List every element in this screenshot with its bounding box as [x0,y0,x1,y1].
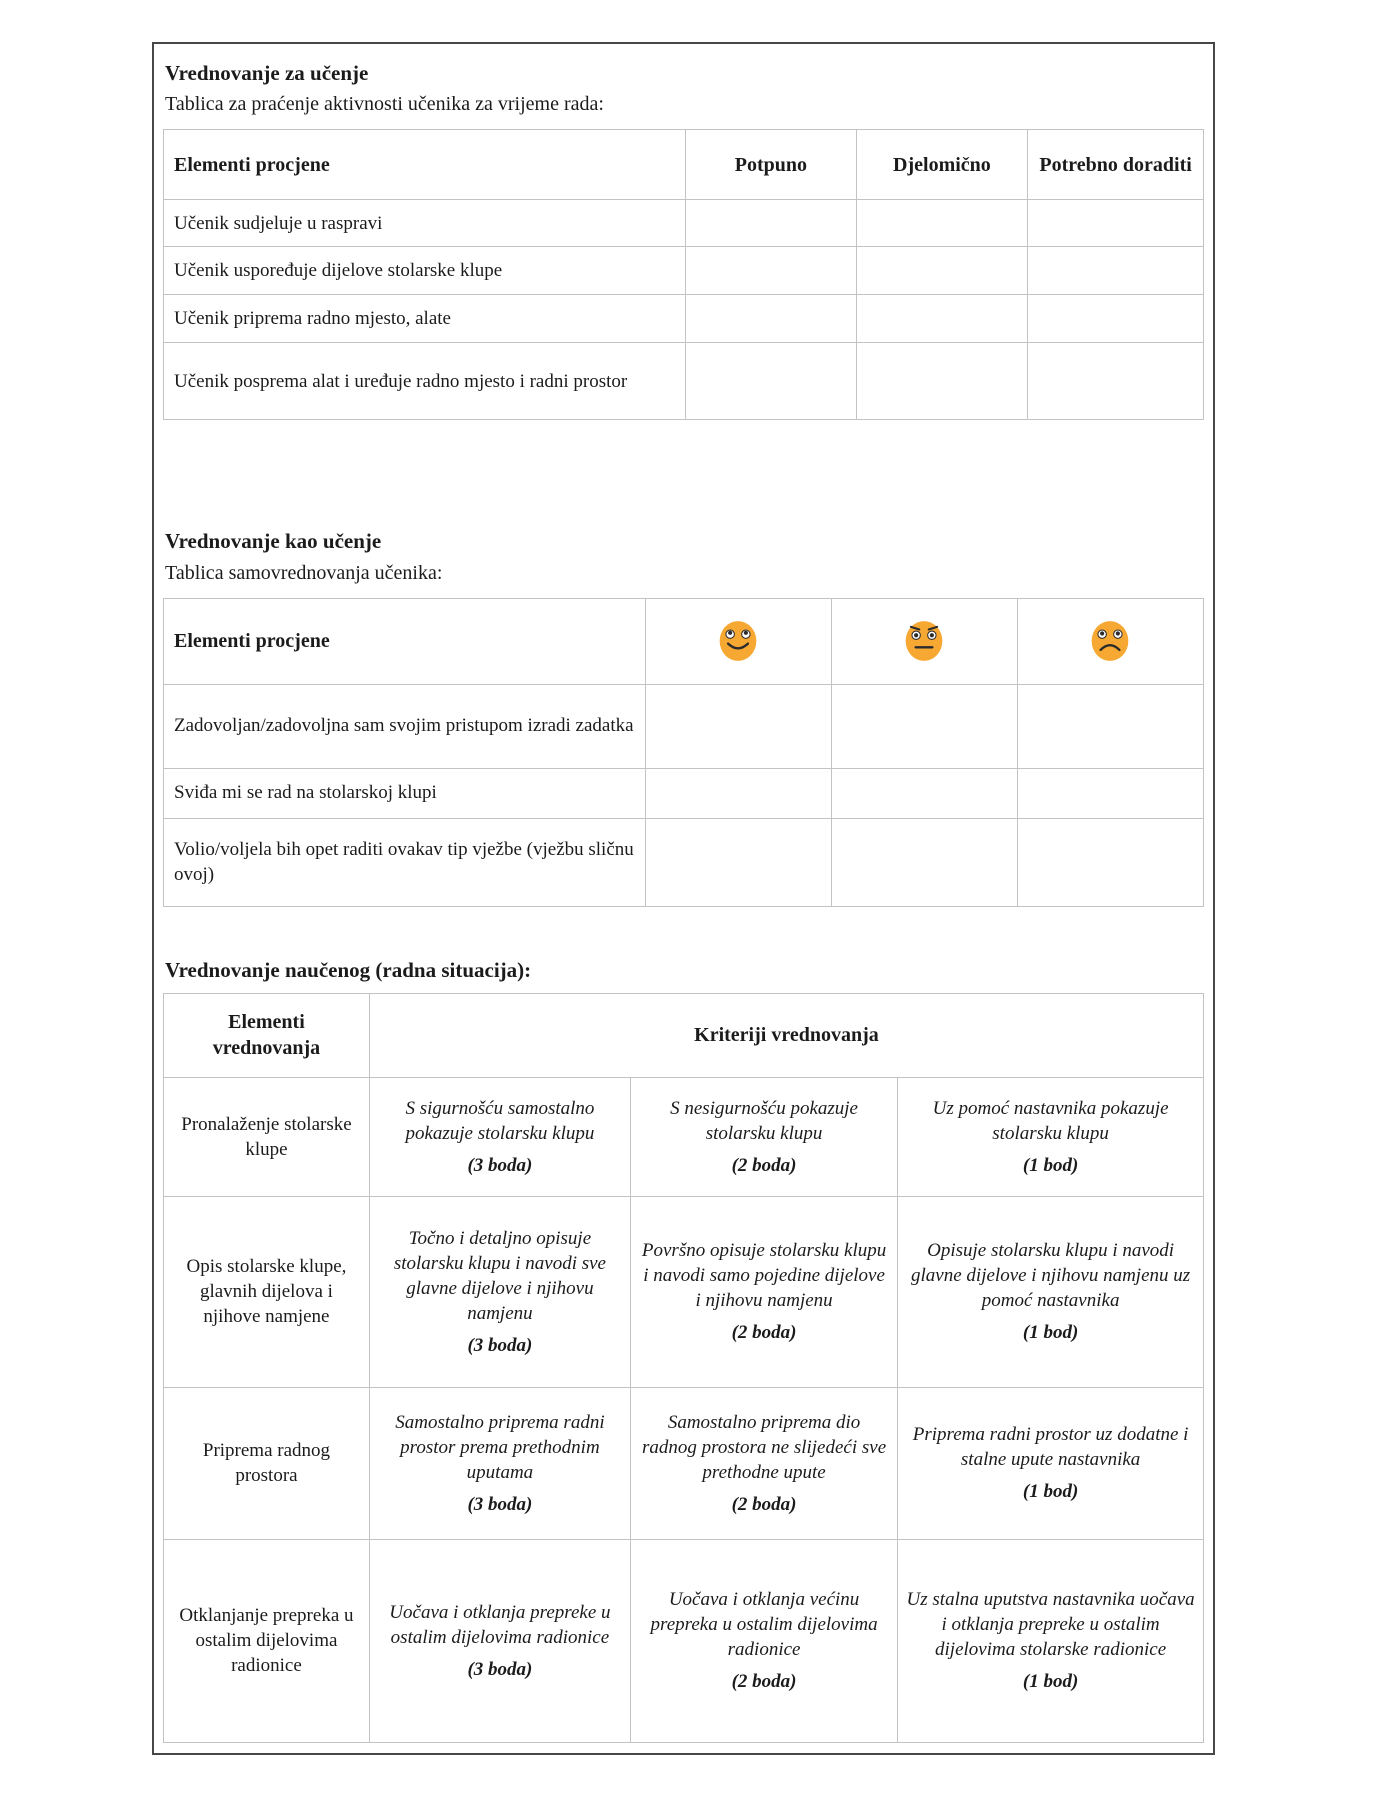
criterion-points: (3 boda) [467,1154,533,1176]
criterion-label: Učenik uspoređuje dijelove stolarske klupe [164,247,686,295]
document-content-box [152,42,1215,1755]
rubric-element-label: Otklanjanje prepreka u ostalim dijelovima radionice [164,1539,370,1742]
criterion-points: (1 bod) [1022,1322,1079,1344]
criterion-points: (1 bod) [1022,1671,1079,1693]
criterion-points: (2 boda) [731,1493,797,1515]
criterion-text: Opisuje stolarsku klupu i navodi glavne dijelove i njihovu namjenu uz pomoć nastavnika [911,1240,1191,1312]
criterion-points: (1 bod) [1022,1481,1079,1503]
criterion-points: (3 boda) [467,1658,533,1680]
criterion-text: Priprema radni prostor uz dodatne i stalne upute nastavnika [912,1424,1189,1471]
criterion-text: Uz stalna uputstva nastavnika uočava i otklanja prepreke u ostalim dijelovima stolarske radionice [906,1589,1195,1661]
assessment-cell [1028,295,1204,343]
table-row [164,295,1204,343]
criterion-text: Uz pomoć nastavnika pokazuje stolarsku klupu [932,1097,1169,1144]
column-header-happy [645,598,831,684]
criterion-label: Zadovoljan/zadovoljna sam svojim pristupom izradi zadatka [164,684,646,768]
criterion-label: Učenik posprema alat i uređuje radno mjesto i radni prostor [164,343,686,420]
criterion-label: Volio/voljela bih opet raditi ovakav tip vježbe (vježbu sličnu ovoj) [164,818,646,906]
section3-heading: Vrednovanje naučenog (radna situacija): [165,957,532,982]
column-header-djelomicno: Djelomično [856,130,1028,200]
sad-face-icon [1089,619,1131,663]
table-row [164,1387,1204,1539]
assessment-cell [686,247,857,295]
criterion-cell-3-points [369,1077,630,1196]
assessment-cell [645,768,831,818]
table-row [164,1077,1204,1196]
activity-tracking-table [163,129,1204,420]
criterion-text: S sigurnošću samostalno pokazuje stolarsku klupu [405,1097,595,1144]
table-row [164,1196,1204,1387]
criterion-cell-3-points [369,1539,630,1742]
section2-subheading: Tablica samovrednovanja učenika: [165,561,443,584]
criterion-cell-2-points [630,1077,897,1196]
criterion-cell-1-point [898,1387,1204,1539]
assessment-cell [686,343,857,420]
criterion-text: Površno opisuje stolarsku klupu i navodi samo pojedine dijelove i njihovu namjenu [641,1240,887,1312]
criterion-text: Uočava i otklanja prepreke u ostalim dijelovima radionice [389,1601,611,1648]
assessment-cell [1017,768,1203,818]
assessment-cell [1028,200,1204,247]
criterion-points: (1 bod) [1022,1154,1079,1176]
column-header-sad [1017,598,1203,684]
annoyed-face-icon [903,619,945,663]
criterion-points: (2 boda) [731,1322,797,1344]
criterion-points: (3 boda) [467,1334,533,1356]
criterion-label: Učenik sudjeluje u raspravi [164,200,686,247]
column-header-potrebno-doraditi: Potrebno doraditi [1028,130,1204,200]
assessment-cell [645,818,831,906]
assessment-cell [831,818,1017,906]
column-header-kriteriji-vrednovanja: Kriteriji vrednovanja [369,993,1203,1077]
assessment-cell [686,295,857,343]
table-row [164,818,1204,906]
criterion-cell-3-points [369,1387,630,1539]
assessment-cell [831,684,1017,768]
rubric-table [163,993,1204,1743]
table-row [164,684,1204,768]
table-header-row [164,993,1204,1077]
criterion-label: Učenik priprema radno mjesto, alate [164,295,686,343]
column-header-elementi-procjene: Elementi procjene [164,130,686,200]
criterion-label: Sviđa mi se rad na stolarskoj klupi [164,768,646,818]
table-row [164,768,1204,818]
criterion-points: (3 boda) [467,1493,533,1515]
criterion-text: Uočava i otklanja većinu prepreka u ostalim dijelovima radionice [650,1589,878,1661]
column-header-elementi-procjene: Elementi procjene [164,598,646,684]
table-row [164,247,1204,295]
assessment-cell [856,200,1028,247]
column-header-neutral [831,598,1017,684]
criterion-cell-2-points [630,1539,897,1742]
criterion-cell-3-points [369,1196,630,1387]
assessment-cell [1017,818,1203,906]
section1-subheading: Tablica za praćenje aktivnosti učenika za vrijeme rada: [165,93,604,116]
section2-heading: Vrednovanje kao učenje [165,529,382,554]
table-row [164,200,1204,247]
column-header-elementi-vrednovanja: Elementi vrednovanja [164,993,370,1077]
criterion-text: Samostalno priprema radni prostor prema prethodnim uputama [395,1411,605,1483]
assessment-cell [856,295,1028,343]
assessment-cell [1017,684,1203,768]
assessment-cell [856,247,1028,295]
criterion-cell-1-point [898,1196,1204,1387]
assessment-cell [856,343,1028,420]
criterion-cell-1-point [898,1077,1204,1196]
assessment-cell [1028,247,1204,295]
table-row [164,343,1204,420]
criterion-points: (2 boda) [731,1671,797,1693]
assessment-cell [1028,343,1204,420]
criterion-cell-1-point [898,1539,1204,1742]
table-header-row [164,130,1204,200]
rubric-element-label: Opis stolarske klupe, glavnih dijelova i njihove namjene [164,1196,370,1387]
table-header-row [164,598,1204,684]
column-header-potpuno: Potpuno [686,130,857,200]
assessment-cell [686,200,857,247]
criterion-cell-2-points [630,1196,897,1387]
criterion-text: Točno i detaljno opisuje stolarsku klupu i navodi sve glavne dijelove i njihovu namjenu [393,1227,606,1324]
criterion-text: Samostalno priprema dio radnog prostora ne slijedeći sve prethodne upute [641,1411,887,1483]
assessment-cell [831,768,1017,818]
table-row [164,1539,1204,1742]
criterion-cell-2-points [630,1387,897,1539]
section1-heading: Vrednovanje za učenje [165,61,369,85]
criterion-points: (2 boda) [731,1154,797,1176]
rubric-element-label: Priprema radnog prostora [164,1387,370,1539]
self-assessment-table [163,598,1204,907]
assessment-cell [645,684,831,768]
rubric-element-label: Pronalaženje stolarske klupe [164,1077,370,1196]
criterion-text: S nesigurnošću pokazuje stolarsku klupu [670,1097,858,1144]
happy-face-icon [717,619,759,663]
